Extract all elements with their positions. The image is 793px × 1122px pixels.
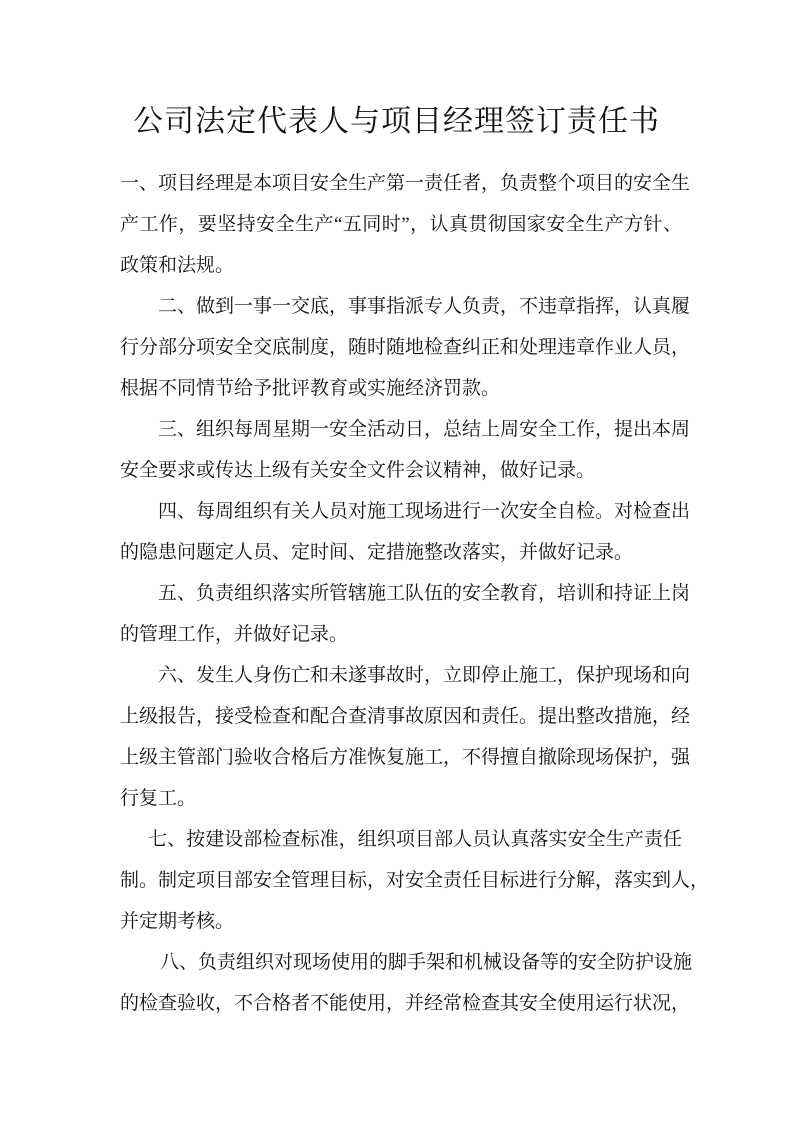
paragraph-line: 上级主管部门验收合格后方准恢复施工，不得擅自撤除现场保护，强 — [120, 747, 691, 768]
paragraph-8 — [120, 942, 693, 1024]
paragraph-7 — [120, 819, 710, 942]
paragraph-5 — [120, 573, 691, 655]
paragraph-line: 五、负责组织落实所管辖施工队伍的安全教育，培训和持证上岗 — [158, 583, 691, 604]
paragraph-4 — [120, 491, 691, 573]
paragraph-line: 七、按建设部检查标准，组织项目部人员认真落实安全生产责任 — [148, 829, 682, 850]
paragraph-1 — [120, 163, 691, 286]
paragraph-line: 的管理工作，并做好记录。 — [120, 624, 349, 645]
paragraph-line: 二、做到一事一交底，事事指派专人负责，不违章指挥，认真履 — [158, 296, 691, 317]
paragraph-line: 制。制定项目部安全管理目标，对安全责任目标进行分解，落实到人， — [120, 870, 710, 891]
paragraph-line: 的检查验收，不合格者不能使用，并经常检查其安全使用运行状况， — [120, 993, 691, 1014]
paragraph-6 — [120, 655, 691, 819]
paragraph-line: 安全要求或传达上级有关安全文件会议精神，做好记录。 — [120, 460, 596, 481]
paragraph-line: 六、发生人身伤亡和未遂事故时，立即停止施工，保护现场和向 — [158, 665, 691, 686]
paragraph-line: 行复工。 — [120, 788, 197, 809]
paragraph-line: 并定期考核。 — [120, 911, 235, 932]
paragraph-line: 上级报告，接受检查和配合查清事故原因和责任。提出整改措施，经 — [120, 706, 691, 727]
paragraph-2 — [120, 286, 691, 409]
paragraph-3 — [120, 409, 691, 491]
paragraph-line: 根据不同情节给予批评教育或实施经济罚款。 — [120, 378, 501, 399]
paragraph-line: 产工作，要坚持安全生产“五同时”，认真贯彻国家安全生产方针、 — [120, 214, 682, 235]
paragraph-line: 政策和法规。 — [120, 255, 235, 276]
paragraph-line: 的隐患问题定人员、定时间、定措施整改落实，并做好记录。 — [120, 542, 634, 563]
paragraph-line: 一、项目经理是本项目安全生产第一责任者，负责整个项目的安全生 — [120, 173, 691, 194]
paragraph-line: 三、组织每周星期一安全活动日，总结上周安全工作，提出本周 — [158, 419, 691, 440]
paragraph-line: 四、每周组织有关人员对施工现场进行一次安全自检。对检查出 — [158, 501, 691, 522]
paragraph-line: 八、负责组织对现场使用的脚手架和机械设备等的安全防护设施 — [160, 952, 693, 973]
document-body — [120, 163, 710, 1024]
paragraph-line: 行分部分项安全交底制度，随时随地检查纠正和处理违章作业人员， — [120, 337, 691, 358]
document-title: 公司法定代表人与项目经理签订责任书 — [133, 105, 660, 138]
